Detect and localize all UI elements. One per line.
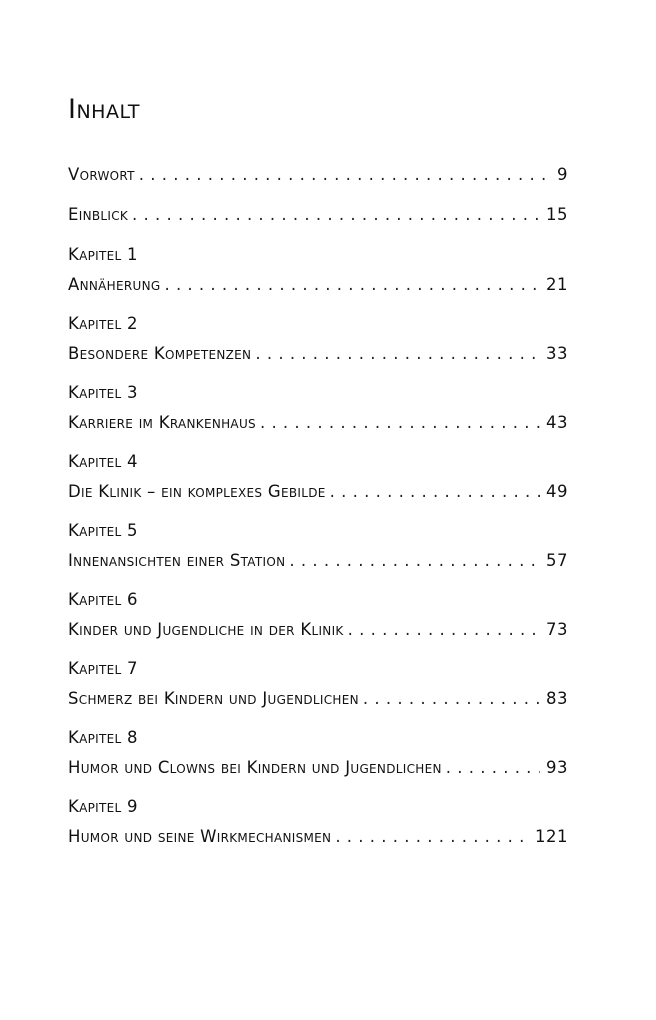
toc-line — [68, 824, 568, 850]
toc-title: Innenansichten einer Station — [68, 551, 286, 570]
dot-leader — [255, 341, 540, 367]
toc-entry — [68, 311, 568, 367]
toc-title: Die Klinik – ein komplexes Gebilde — [68, 482, 326, 501]
toc-entry — [68, 242, 568, 298]
toc-chapter-label: Kapitel 2 — [68, 314, 138, 333]
toc-page-number: 49 — [546, 482, 568, 501]
toc-page-number: 83 — [546, 689, 568, 708]
toc-title: Annäherung — [68, 275, 161, 294]
toc-page-number: 21 — [546, 275, 568, 294]
toc-page-number: 33 — [546, 344, 568, 363]
dot-leader — [132, 202, 540, 228]
toc-title: Karriere im Krankenhaus — [68, 413, 256, 432]
dot-leader — [335, 824, 529, 850]
toc-line — [68, 272, 568, 298]
toc-entry — [68, 656, 568, 712]
toc-chapter-label: Kapitel 5 — [68, 521, 138, 540]
toc-title: Besondere Kompetenzen — [68, 344, 252, 363]
dot-leader — [139, 162, 551, 188]
toc-chapter-label: Kapitel 9 — [68, 797, 138, 816]
toc-line — [68, 686, 568, 712]
toc-title: Schmerz bei Kindern und Jugendlichen — [68, 689, 359, 708]
toc-page-number: 15 — [546, 205, 568, 224]
dot-leader — [363, 686, 540, 712]
toc-title: Vorwort — [68, 165, 135, 184]
toc-chapter-label: Kapitel 3 — [68, 383, 138, 402]
dot-leader — [330, 479, 540, 505]
toc-line — [68, 410, 568, 436]
toc-line — [68, 341, 568, 367]
toc-entry — [68, 449, 568, 505]
toc-title: Einblick — [68, 205, 129, 224]
dot-leader — [446, 755, 540, 781]
toc-chapter-label: Kapitel 1 — [68, 245, 138, 264]
toc-entry — [68, 587, 568, 643]
toc-page-number: 9 — [557, 165, 568, 184]
toc-entry — [68, 794, 568, 850]
toc-entry — [68, 380, 568, 436]
toc-line — [68, 479, 568, 505]
toc-page-number: 73 — [546, 620, 568, 639]
toc-entry — [68, 202, 568, 228]
toc-chapter-label: Kapitel 4 — [68, 452, 138, 471]
toc-entry — [68, 518, 568, 574]
table-of-contents — [68, 162, 568, 863]
toc-page-number: 57 — [546, 551, 568, 570]
toc-line — [68, 162, 568, 188]
toc-line — [68, 202, 568, 228]
toc-line — [68, 755, 568, 781]
toc-title: Humor und Clowns bei Kindern und Jugendlichen — [68, 758, 442, 777]
toc-chapter-label: Kapitel 6 — [68, 590, 138, 609]
toc-title: Humor und seine Wirkmechanismen — [68, 827, 332, 846]
toc-chapter-label: Kapitel 7 — [68, 659, 138, 678]
toc-entry — [68, 725, 568, 781]
toc-page-number: 93 — [546, 758, 568, 777]
dot-leader — [348, 617, 540, 643]
toc-title: Kinder und Jugendliche in der Klinik — [68, 620, 344, 639]
dot-leader — [164, 272, 540, 298]
toc-entry — [68, 162, 568, 188]
toc-line — [68, 548, 568, 574]
toc-page-number: 43 — [546, 413, 568, 432]
dot-leader — [289, 548, 540, 574]
toc-chapter-label: Kapitel 8 — [68, 728, 138, 747]
toc-page-number: 121 — [535, 827, 568, 846]
page-title: Inhalt — [68, 94, 141, 125]
dot-leader — [260, 410, 540, 436]
toc-line — [68, 617, 568, 643]
